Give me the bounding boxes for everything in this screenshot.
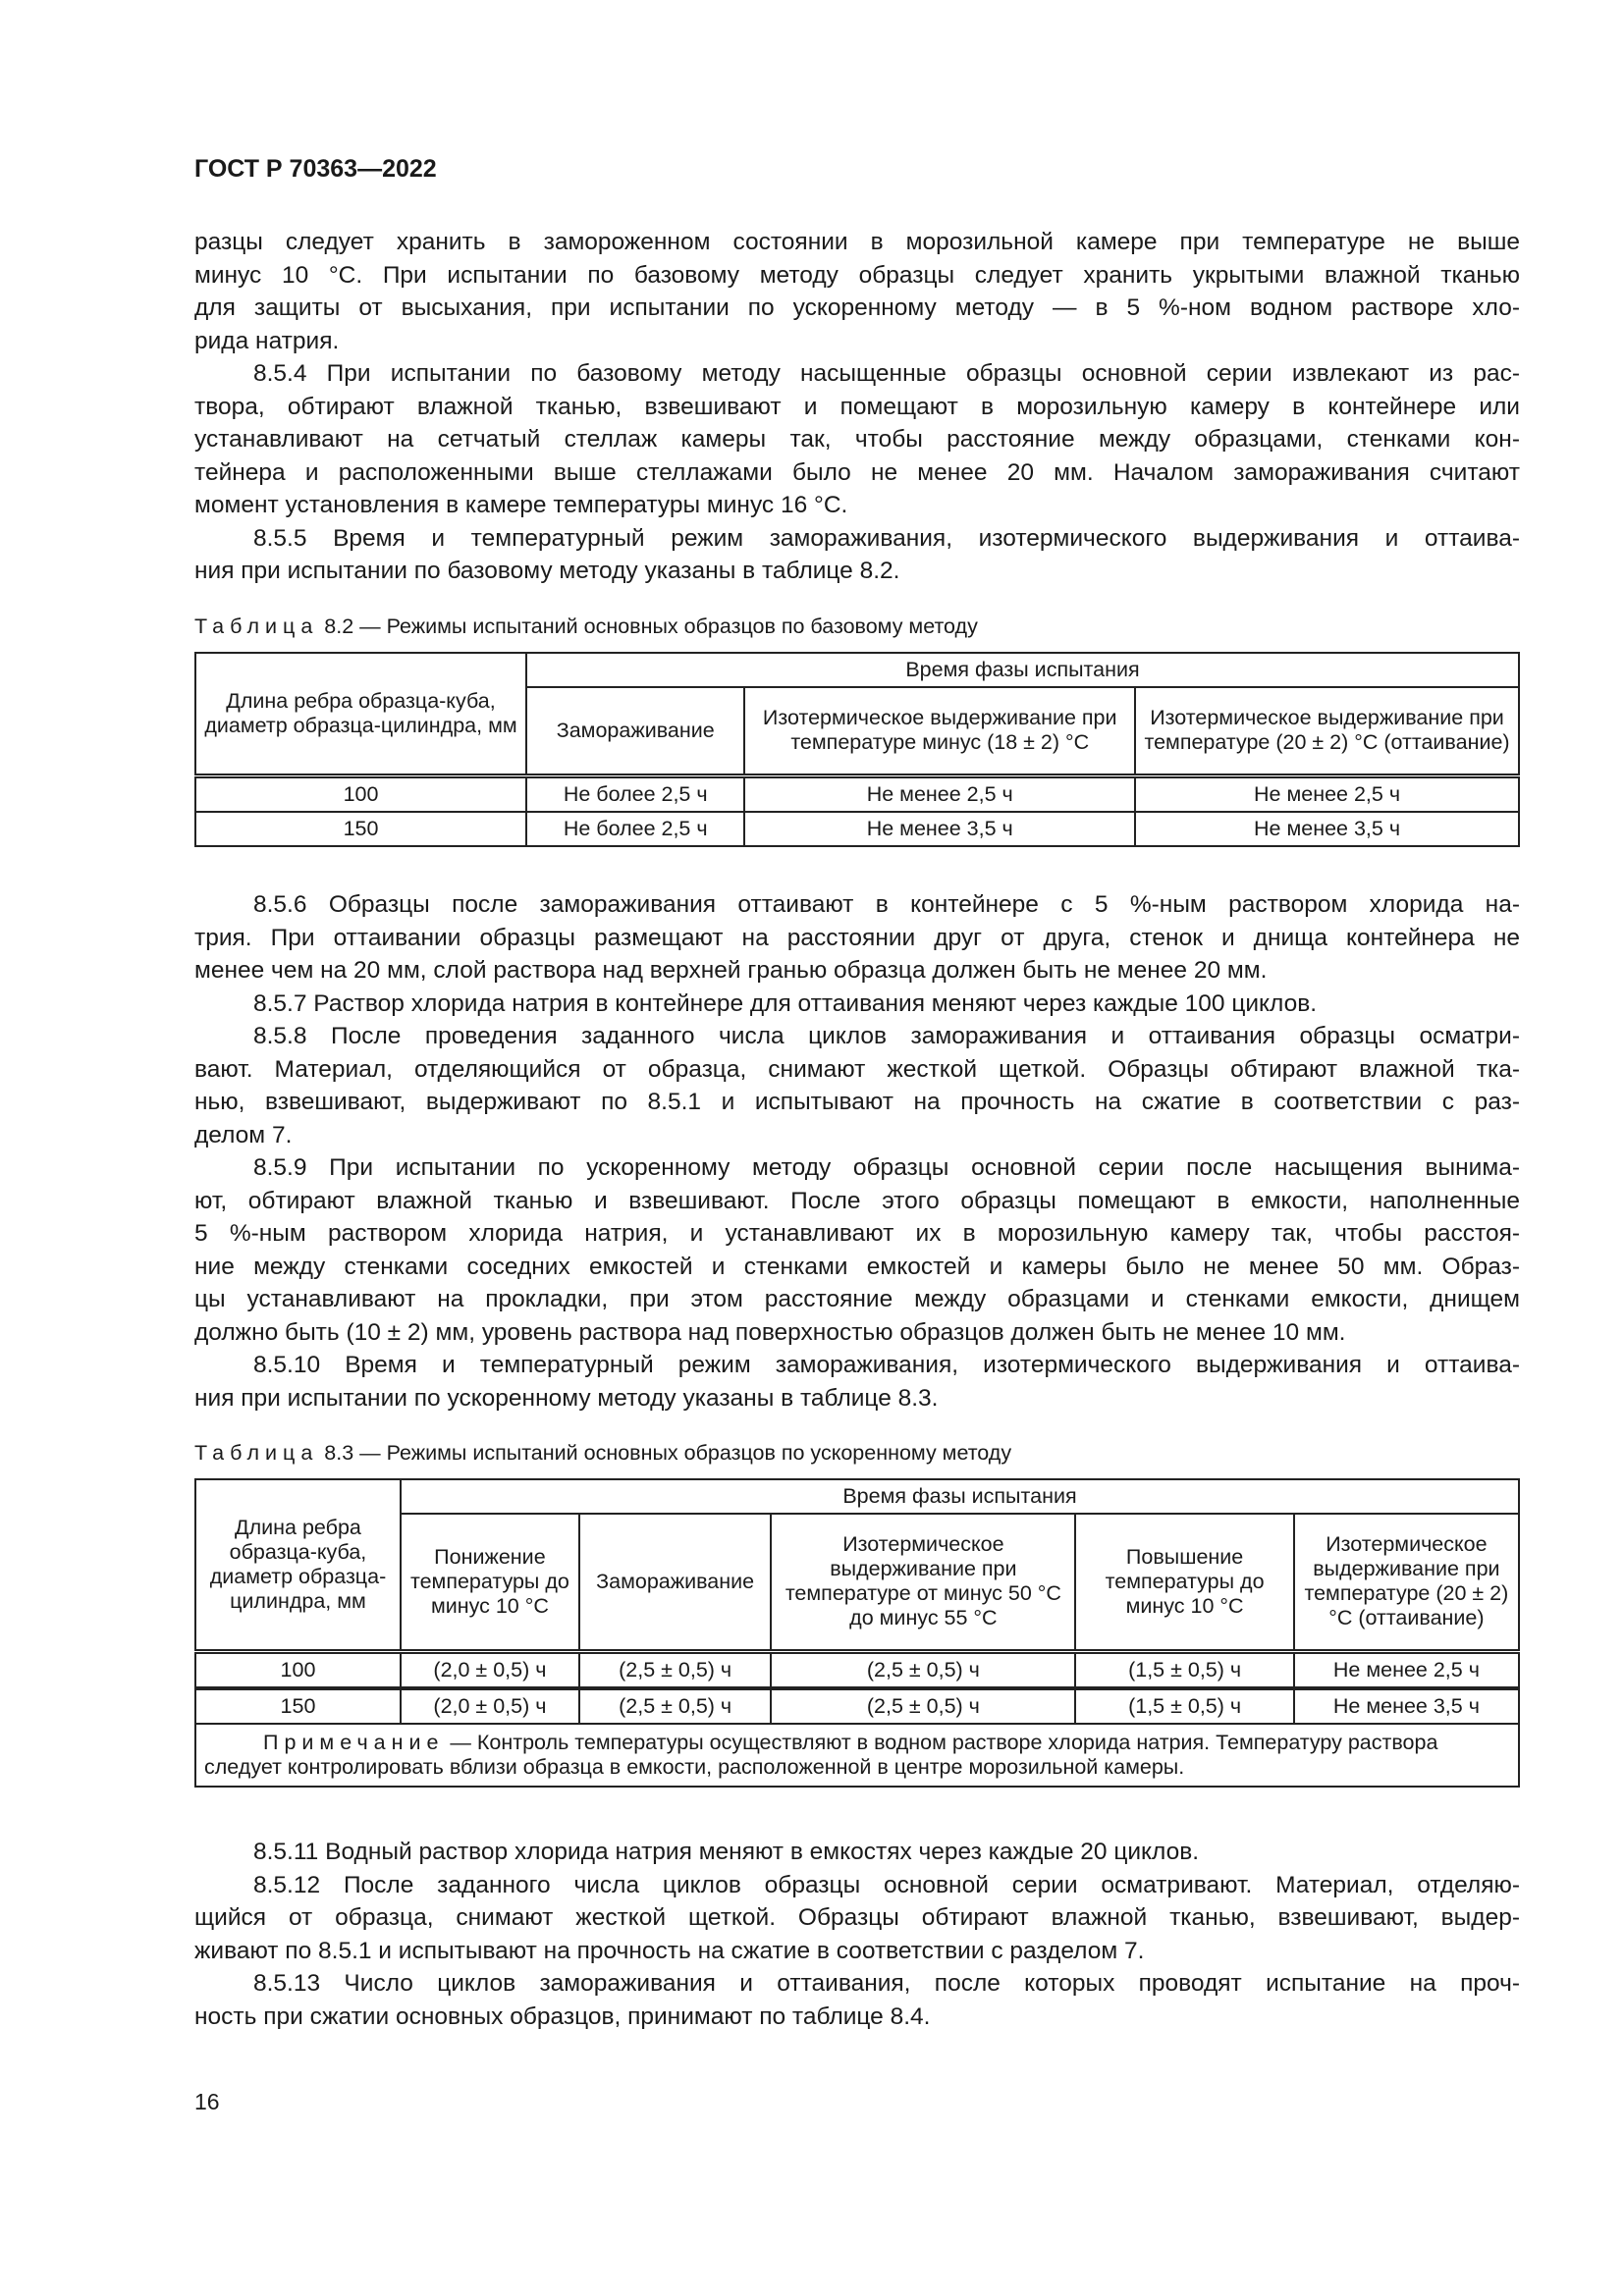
text-block-1 (194, 226, 1520, 588)
cell: 150 (195, 1688, 401, 1724)
header-cell: Изотермическое выдерживание при температуре минус (18 ± 2) °С (744, 687, 1135, 775)
cell: (1,5 ± 0,5) ч (1075, 1688, 1293, 1724)
cell: (2,5 ± 0,5) ч (579, 1688, 771, 1724)
paragraph-line: устанавливают на сетчатый стеллаж камеры так, чтобы расстояние между образцами, стенками кон- (194, 426, 1520, 453)
paragraph-line: щийся от образца, снимают жесткой щеткой. Образцы обтирают влажной тканью, взвешивают, выдер- (194, 1904, 1520, 1931)
table-8-2 (194, 613, 1520, 847)
paragraph-line: момент установления в камере температуры минус 16 °С. (194, 492, 848, 518)
paragraph-line: нью, взвешивают, выдерживают по 8.5.1 и испытывают на прочность на сжатие в соответствии с раз- (194, 1089, 1520, 1115)
cell: 150 (195, 812, 526, 846)
cell: (2,0 ± 0,5) ч (401, 1688, 579, 1724)
header-cell: Замораживание (579, 1514, 771, 1651)
paragraph-line: вают. Материал, отделяющийся от образца, снимают жесткой щеткой. Образцы обтирают влажной тка- (194, 1055, 1520, 1083)
header-cell: Понижение температуры до минус 10 °С (401, 1514, 579, 1651)
page-number: 16 (194, 2089, 220, 2114)
paragraph-line: 8.5.13 Число циклов замораживания и оттаивания, после которых проводят испытание на проч- (253, 1970, 1520, 1997)
paragraph-line: разцы следует хранить в замороженном состоянии в морозильной камере при температуре не выше (194, 229, 1520, 255)
paragraph-line: рида натрия. (194, 327, 340, 354)
cell: Не менее 2,5 ч (1135, 775, 1519, 812)
paragraph-line: твора, обтирают влажной тканью, взвешивают и помещают в морозильную камеру в контейнере или (194, 393, 1520, 420)
paragraph-line: живают по 8.5.1 и испытывают на прочность на сжатие в соответствии с разделом 7. (194, 1937, 1145, 1964)
table-row (195, 812, 1519, 846)
paragraph-line: 8.5.7 Раствор хлорида натрия в контейнере для оттаивания меняют через каждые 100 циклов. (253, 989, 1318, 1017)
paragraph-line: 8.5.5 Время и температурный режим замораживания, изотермического выдерживания и оттаива- (253, 524, 1520, 552)
paragraph-line: 8.5.12 После заданного числа циклов образцы основной серии осматривают. Материал, отделяю- (253, 1871, 1520, 1898)
table-row (195, 1651, 1519, 1688)
paragraph-line: для защиты от высыхания, при испытании по ускоренному методу — в 5 %-ном водном растворе хло- (194, 294, 1520, 321)
paragraph-line: трия. При оттаивании образцы размещают на расстоянии друг от друга, стенок и днища контейнера не (194, 924, 1520, 951)
paragraph-line: 5 %-ным раствором хлорида натрия, и устанавливают их в морозильную камеру так, чтобы расстоя- (194, 1220, 1520, 1247)
table-caption: Таблица 8.2 — Режимы испытаний основных образцов по базовому методу (194, 614, 978, 638)
header-cell: Повышение температуры до минус 10 °С (1075, 1514, 1293, 1651)
cell: 100 (195, 1651, 401, 1688)
paragraph-line: 8.5.4 При испытании по базовому методу насыщенные образцы основной серии извлекают из рас- (253, 360, 1520, 387)
table-row (195, 1688, 1519, 1724)
paragraph-line: ют, обтирают влажной тканью и взвешивают. После этого образцы помещают в емкости, наполненные (194, 1187, 1520, 1214)
cell: (1,5 ± 0,5) ч (1075, 1651, 1293, 1688)
table-row (195, 775, 1519, 812)
cell: (2,5 ± 0,5) ч (771, 1688, 1075, 1724)
cell: Не менее 3,5 ч (744, 812, 1135, 846)
paragraph-line: ния при испытании по ускоренному методу указаны в таблице 8.3. (194, 1384, 939, 1412)
text-block-3 (194, 1836, 1520, 2033)
paragraph-line: тейнера и расположенными выше стеллажами было не менее 20 мм. Началом замораживания считают (194, 458, 1520, 486)
cell: (2,0 ± 0,5) ч (401, 1651, 579, 1688)
cell: Не более 2,5 ч (526, 812, 744, 846)
paragraph-line: 8.5.9 При испытании по ускоренному методу образцы основной серии после насыщения вынима- (253, 1154, 1520, 1181)
header-group: Время фазы испытания (401, 1479, 1519, 1514)
cell: Не менее 2,5 ч (744, 775, 1135, 812)
table-note: Примечание — Контроль температуры осуществляют в водном растворе хлорида натрия. Температуру раствора следует контролировать вблизи образца в емкости, расположенной в центре морозильной камеры. (195, 1724, 1519, 1787)
document-header: ГОСТ Р 70363—2022 (194, 155, 437, 183)
paragraph-line: должно быть (10 ± 2) мм, уровень раствора над поверхностью образцов должен быть не менее 10 мм. (194, 1318, 1346, 1346)
paragraph-line: ния при испытании по базовому методу указаны в таблице 8.2. (194, 558, 900, 584)
cell: Не менее 2,5 ч (1294, 1651, 1519, 1688)
header-cell: Длина ребра образца-куба, диаметр образца-цилиндра, мм (195, 1479, 401, 1651)
header-cell: Замораживание (526, 687, 744, 775)
paragraph-line: цы устанавливают на прокладки, при этом расстояние между образцами и стенками емкости, днищем (194, 1286, 1520, 1312)
header-group: Время фазы испытания (526, 653, 1519, 687)
paragraph-line: менее чем на 20 мм, слой раствора над верхней гранью образца должен быть не менее 20 мм. (194, 957, 1268, 984)
cell: (2,5 ± 0,5) ч (579, 1651, 771, 1688)
cell: 100 (195, 775, 526, 812)
header-cell: Изотермическое выдерживание при температуре от минус 50 °С до минус 55 °С (771, 1514, 1075, 1651)
paragraph-line: ние между стенками соседних емкостей и стенками емкостей и камеры было не менее 50 мм. Образ- (194, 1253, 1520, 1280)
paragraph-line: 8.5.8 После проведения заданного числа циклов замораживания и оттаивания образцы осматри- (253, 1023, 1520, 1049)
paragraph-line: минус 10 °С. При испытании по базовому методу образцы следует хранить укрытыми влажной тканью (194, 261, 1520, 289)
header-cell: Изотермическое выдерживание при температуре (20 ± 2) °С (оттаивание) (1135, 687, 1519, 775)
paragraph-line: ность при сжатии основных образцов, принимают по таблице 8.4. (194, 2002, 931, 2030)
cell: (2,5 ± 0,5) ч (771, 1651, 1075, 1688)
header-cell: Длина ребра образца-куба, диаметр образца-цилиндра, мм (195, 653, 526, 775)
paragraph-line: 8.5.11 Водный раствор хлорида натрия меняют в емкостях через каждые 20 циклов. (253, 1839, 1200, 1865)
paragraph-line: делом 7. (194, 1121, 293, 1148)
cell: Не менее 3,5 ч (1294, 1688, 1519, 1724)
table-8-3 (194, 1439, 1520, 1788)
cell: Не менее 3,5 ч (1135, 812, 1519, 846)
header-cell: Изотермическое выдерживание при температуре (20 ± 2) °С (оттаивание) (1294, 1514, 1519, 1651)
cell: Не более 2,5 ч (526, 775, 744, 812)
paragraph-line: 8.5.10 Время и температурный режим замораживания, изотермического выдерживания и оттаива- (253, 1352, 1520, 1378)
paragraph-line: 8.5.6 Образцы после замораживания оттаивают в контейнере с 5 %-ным раствором хлорида на- (253, 891, 1520, 918)
table-caption: Таблица 8.3 — Режимы испытаний основных образцов по ускоренному методу (194, 1441, 1012, 1465)
text-block-2 (194, 888, 1520, 1415)
